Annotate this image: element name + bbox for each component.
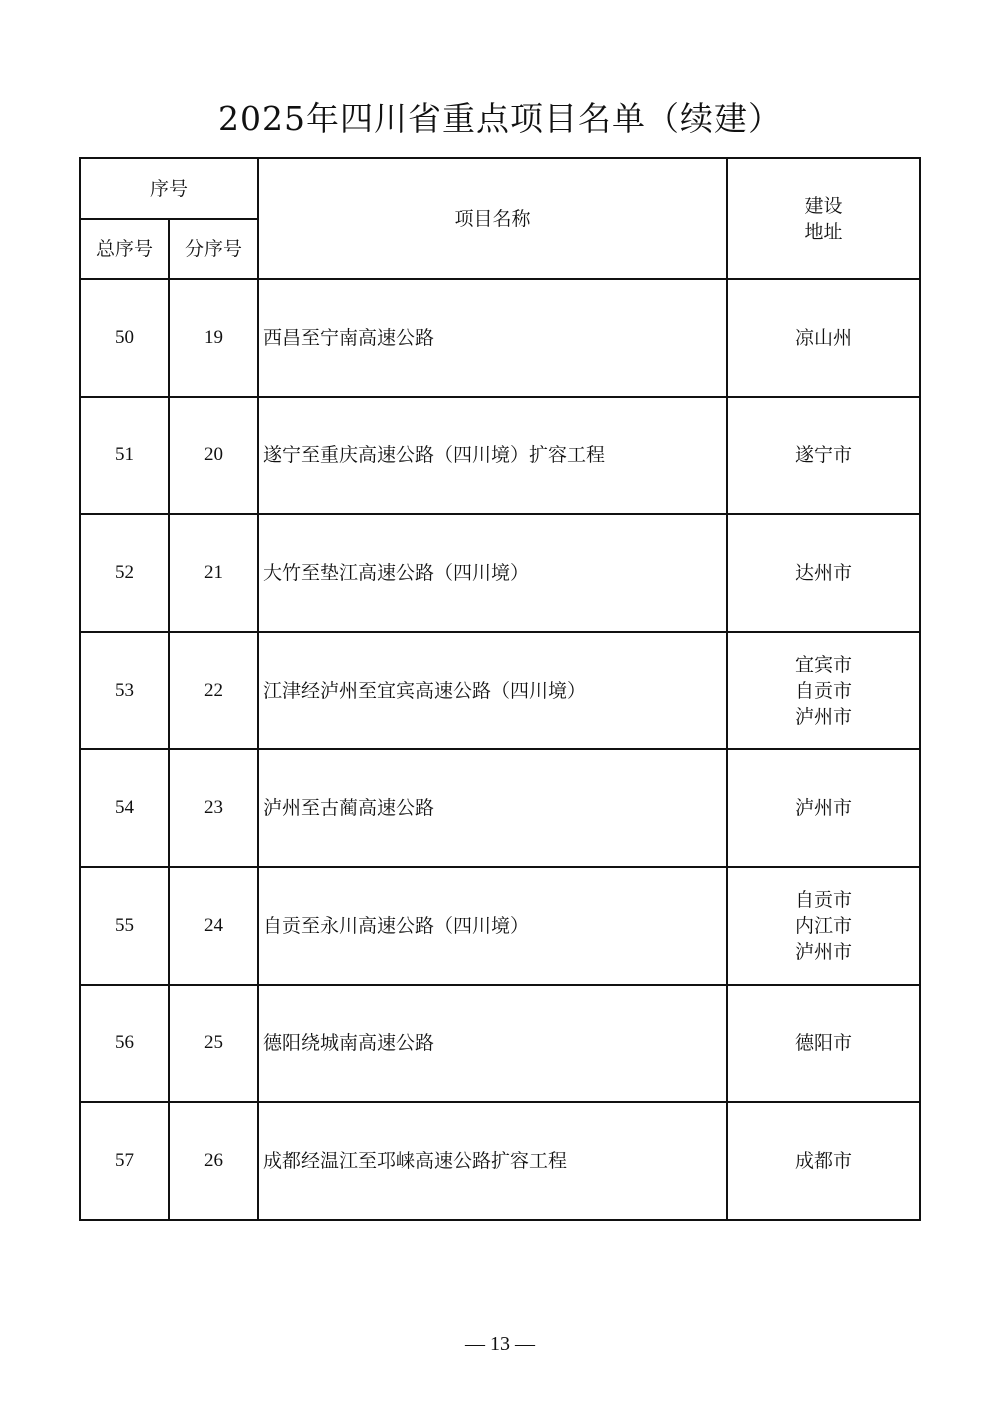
header-location-label: 建设 地址 <box>804 194 843 243</box>
location-item: 泸州市 <box>795 797 853 820</box>
sub-seq-cell: 21 <box>169 514 258 632</box>
sub-seq-cell: 26 <box>169 1102 258 1220</box>
project-name-cell: 德阳绕城南高速公路 <box>258 985 727 1103</box>
location-cell <box>727 632 920 750</box>
project-name-cell: 江津经泸州至宜宾高速公路（四川境） <box>258 632 727 750</box>
location-cell <box>727 397 920 515</box>
table-row <box>80 749 920 867</box>
project-name-cell: 成都经温江至邛崃高速公路扩容工程 <box>258 1102 727 1220</box>
total-seq-cell: 52 <box>80 514 169 632</box>
total-seq-cell: 55 <box>80 867 169 985</box>
project-table <box>79 157 921 1221</box>
sub-seq-cell: 22 <box>169 632 258 750</box>
sub-seq-cell: 20 <box>169 397 258 515</box>
sub-seq-cell: 25 <box>169 985 258 1103</box>
total-seq-cell: 53 <box>80 632 169 750</box>
location-cell <box>727 867 920 985</box>
table-row <box>80 279 920 397</box>
table-row <box>80 632 920 750</box>
total-seq-cell: 51 <box>80 397 169 515</box>
location-item: 遂宁市 <box>795 444 853 467</box>
location-item: 自贡市 <box>795 679 853 702</box>
table-row <box>80 1102 920 1220</box>
total-seq-cell: 54 <box>80 749 169 867</box>
table-row <box>80 514 920 632</box>
location-item: 内江市 <box>795 914 853 937</box>
location-item: 达州市 <box>795 561 853 584</box>
location-item: 宜宾市 <box>795 653 853 676</box>
location-item: 德阳市 <box>795 1032 853 1055</box>
project-name-cell: 自贡至永川高速公路（四川境） <box>258 867 727 985</box>
total-seq-cell: 57 <box>80 1102 169 1220</box>
location-cell <box>727 749 920 867</box>
page-number: — 13 — <box>465 1333 535 1355</box>
sub-seq-cell: 19 <box>169 279 258 397</box>
location-cell <box>727 279 920 397</box>
header-project-name: 项目名称 <box>258 158 727 279</box>
table-row <box>80 867 920 985</box>
location-item: 凉山州 <box>795 326 853 349</box>
header-total-seq: 总序号 <box>80 219 169 279</box>
sub-seq-cell: 24 <box>169 867 258 985</box>
location-cell <box>727 985 920 1103</box>
location-cell <box>727 1102 920 1220</box>
table-row <box>80 985 920 1103</box>
project-name-cell: 西昌至宁南高速公路 <box>258 279 727 397</box>
header-seq-group: 序号 <box>80 158 258 219</box>
total-seq-cell: 56 <box>80 985 169 1103</box>
project-name-cell: 泸州至古蔺高速公路 <box>258 749 727 867</box>
location-item: 泸州市 <box>795 940 853 963</box>
header-sub-seq: 分序号 <box>169 219 258 279</box>
location-cell <box>727 514 920 632</box>
location-item: 泸州市 <box>795 705 853 728</box>
table-body <box>80 279 920 1220</box>
header-location <box>727 158 920 279</box>
location-item: 自贡市 <box>795 888 853 911</box>
total-seq-cell: 50 <box>80 279 169 397</box>
table-row <box>80 397 920 515</box>
location-item: 成都市 <box>795 1149 853 1172</box>
sub-seq-cell: 23 <box>169 749 258 867</box>
page-title: 2025年四川省重点项目名单（续建） <box>218 99 782 138</box>
project-name-cell: 遂宁至重庆高速公路（四川境）扩容工程 <box>258 397 727 515</box>
project-name-cell: 大竹至垫江高速公路（四川境） <box>258 514 727 632</box>
